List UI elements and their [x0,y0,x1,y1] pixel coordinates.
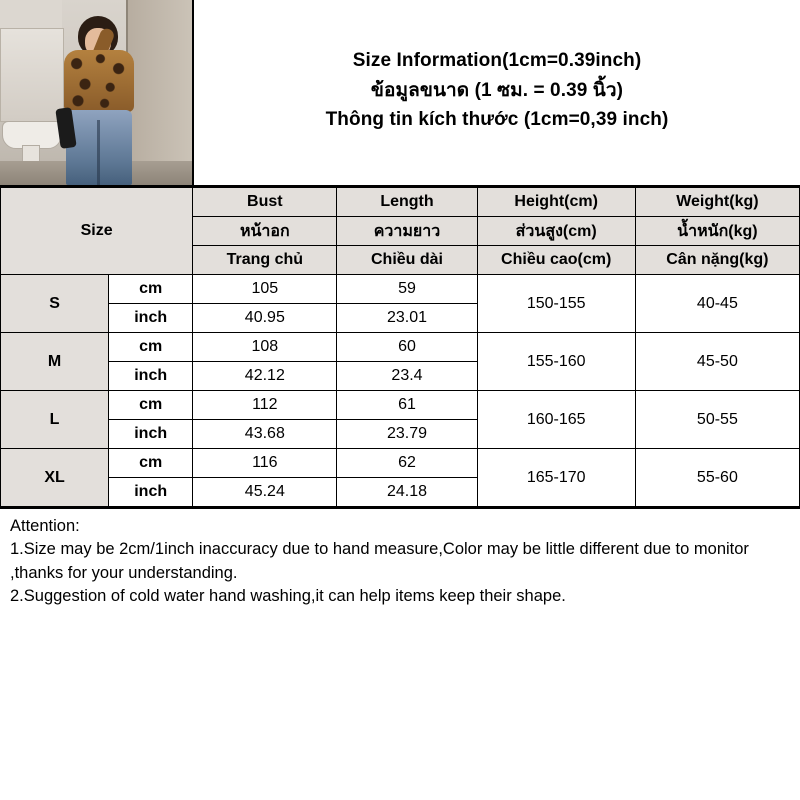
length-cm-s: 59 [337,275,477,304]
weight-s: 40-45 [635,275,799,333]
bust-cm-l: 112 [193,391,337,420]
header-bust-en: Bust [193,188,337,217]
row-size-xl: XL [1,449,109,507]
attention-note-2: 2.Suggestion of cold water hand washing,it can help items keep their shape. [10,587,566,606]
length-inch-s: 23.01 [337,304,477,333]
weight-l: 50-55 [635,391,799,449]
header-height-vi: Chiều cao(cm) [477,246,635,275]
photo-leopard-top [64,50,134,112]
bust-cm-m: 108 [193,333,337,362]
header-height-th: ส่วนสูง(cm) [477,217,635,246]
height-xl: 165-170 [477,449,635,507]
height-m: 155-160 [477,333,635,391]
header-weight-en: Weight(kg) [635,188,799,217]
header-length-en: Length [337,188,477,217]
bust-inch-m: 42.12 [193,362,337,391]
bust-inch-xl: 45.24 [193,478,337,507]
header-weight-vi: Cân nặng(kg) [635,246,799,275]
row-size-m: M [1,333,109,391]
header-area [0,0,800,187]
title-line-en: Size Information(1cm=0.39inch) [352,50,642,72]
unit-cm-m: cm [109,333,193,362]
attention-note-1: 1.Size may be 2cm/1inch inaccuracy due to hand measure,Color may be little different due to monitor ,thanks for your understanding. [10,540,749,582]
header-length-th: ความยาว [337,217,477,246]
row-size-s: S [1,275,109,333]
table-row [1,391,800,420]
header-length-vi: Chiều dài [337,246,477,275]
table-row [1,449,800,478]
table-header-row-en [1,188,800,217]
height-l: 160-165 [477,391,635,449]
title-block [194,0,800,185]
unit-inch-m: inch [109,362,193,391]
length-inch-l: 23.79 [337,420,477,449]
unit-inch-s: inch [109,304,193,333]
weight-m: 45-50 [635,333,799,391]
length-inch-xl: 24.18 [337,478,477,507]
bust-inch-s: 40.95 [193,304,337,333]
attention-section [0,507,800,617]
title-line-vi: Thông tin kích thước (1cm=0,39 inch) [325,109,669,131]
length-inch-m: 23.4 [337,362,477,391]
table-row [1,333,800,362]
unit-inch-xl: inch [109,478,193,507]
length-cm-m: 60 [337,333,477,362]
header-size-label: Size [1,188,193,275]
unit-cm-s: cm [109,275,193,304]
row-size-l: L [1,391,109,449]
length-cm-xl: 62 [337,449,477,478]
title-line-th: ข้อมูลขนาด (1 ซม. = 0.39 นิ้ว) [370,79,624,101]
length-cm-l: 61 [337,391,477,420]
attention-heading: Attention: [10,517,80,535]
size-table [0,187,800,507]
weight-xl: 55-60 [635,449,799,507]
bust-cm-s: 105 [193,275,337,304]
table-row [1,275,800,304]
header-bust-th: หน้าอก [193,217,337,246]
header-height-en: Height(cm) [477,188,635,217]
unit-cm-l: cm [109,391,193,420]
unit-inch-l: inch [109,420,193,449]
product-photo [0,0,194,185]
unit-cm-xl: cm [109,449,193,478]
height-s: 150-155 [477,275,635,333]
header-weight-th: น้ำหนัก(kg) [635,217,799,246]
photo-model [52,16,144,185]
bust-cm-xl: 116 [193,449,337,478]
header-bust-vi: Trang chủ [193,246,337,275]
photo-jeans [66,110,132,185]
bust-inch-l: 43.68 [193,420,337,449]
